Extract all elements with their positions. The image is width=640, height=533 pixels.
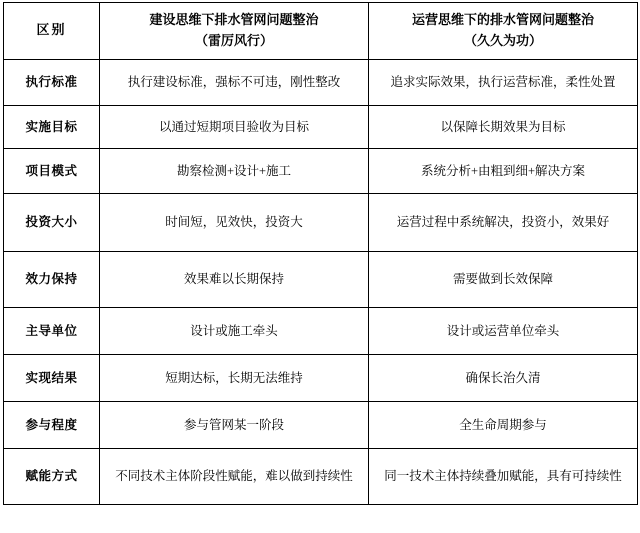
table-row [4,148,638,193]
row-cell-construction: 以通过短期项目验收为目标 [100,105,369,148]
row-cell-construction: 时间短，见效快，投资大 [100,193,369,251]
row-cell-construction: 执行建设标准，强标不可违，刚性整改 [100,59,369,105]
column-header-operation-line2: （久久为功） [463,32,542,48]
row-cell-operation: 追求实际效果，执行运营标准，柔性处置 [369,59,638,105]
row-cell-operation: 确保长治久清 [369,354,638,401]
row-label: 项目模式 [4,148,100,193]
row-cell-operation: 设计或运营单位牵头 [369,307,638,354]
row-cell-construction: 不同技术主体阶段性赋能，难以做到持续性 [100,448,369,504]
row-cell-operation: 以保障长期效果为目标 [369,105,638,148]
column-header-operation-line1: 运营思维下的排水管网问题整治 [411,12,594,27]
table-row [4,59,638,105]
row-label: 实施目标 [4,105,100,148]
column-header-construction-line2: （雷厉风行） [194,32,273,48]
column-header-construction-line1: 建设思维下排水管网问题整治 [149,12,319,27]
row-label: 效力保持 [4,251,100,307]
table-row [4,105,638,148]
row-label: 实现结果 [4,354,100,401]
row-cell-construction: 勘察检测+设计+施工 [100,148,369,193]
table-header-row [4,3,638,60]
table-row [4,307,638,354]
row-cell-operation: 系统分析+由粗到细+解决方案 [369,148,638,193]
row-cell-construction: 效果难以长期保持 [100,251,369,307]
row-cell-operation: 运营过程中系统解决，投资小，效果好 [369,193,638,251]
column-header-construction [100,3,369,60]
column-header-operation [369,3,638,60]
row-cell-construction: 短期达标，长期无法维持 [100,354,369,401]
row-label: 参与程度 [4,401,100,448]
row-label: 主导单位 [4,307,100,354]
table-row [4,251,638,307]
table-row [4,354,638,401]
row-label: 投资大小 [4,193,100,251]
comparison-table [3,2,638,505]
row-cell-operation: 同一技术主体持续叠加赋能，具有可持续性 [369,448,638,504]
table-row [4,448,638,504]
row-label: 赋能方式 [4,448,100,504]
table-row [4,193,638,251]
row-cell-operation: 需要做到长效保障 [369,251,638,307]
row-cell-construction: 参与管网某一阶段 [100,401,369,448]
row-label: 执行标准 [4,59,100,105]
table-row [4,401,638,448]
row-cell-operation: 全生命周期参与 [369,401,638,448]
row-cell-construction: 设计或施工牵头 [100,307,369,354]
column-header-label [4,3,100,60]
column-header-label-text: 区别 [36,22,67,38]
